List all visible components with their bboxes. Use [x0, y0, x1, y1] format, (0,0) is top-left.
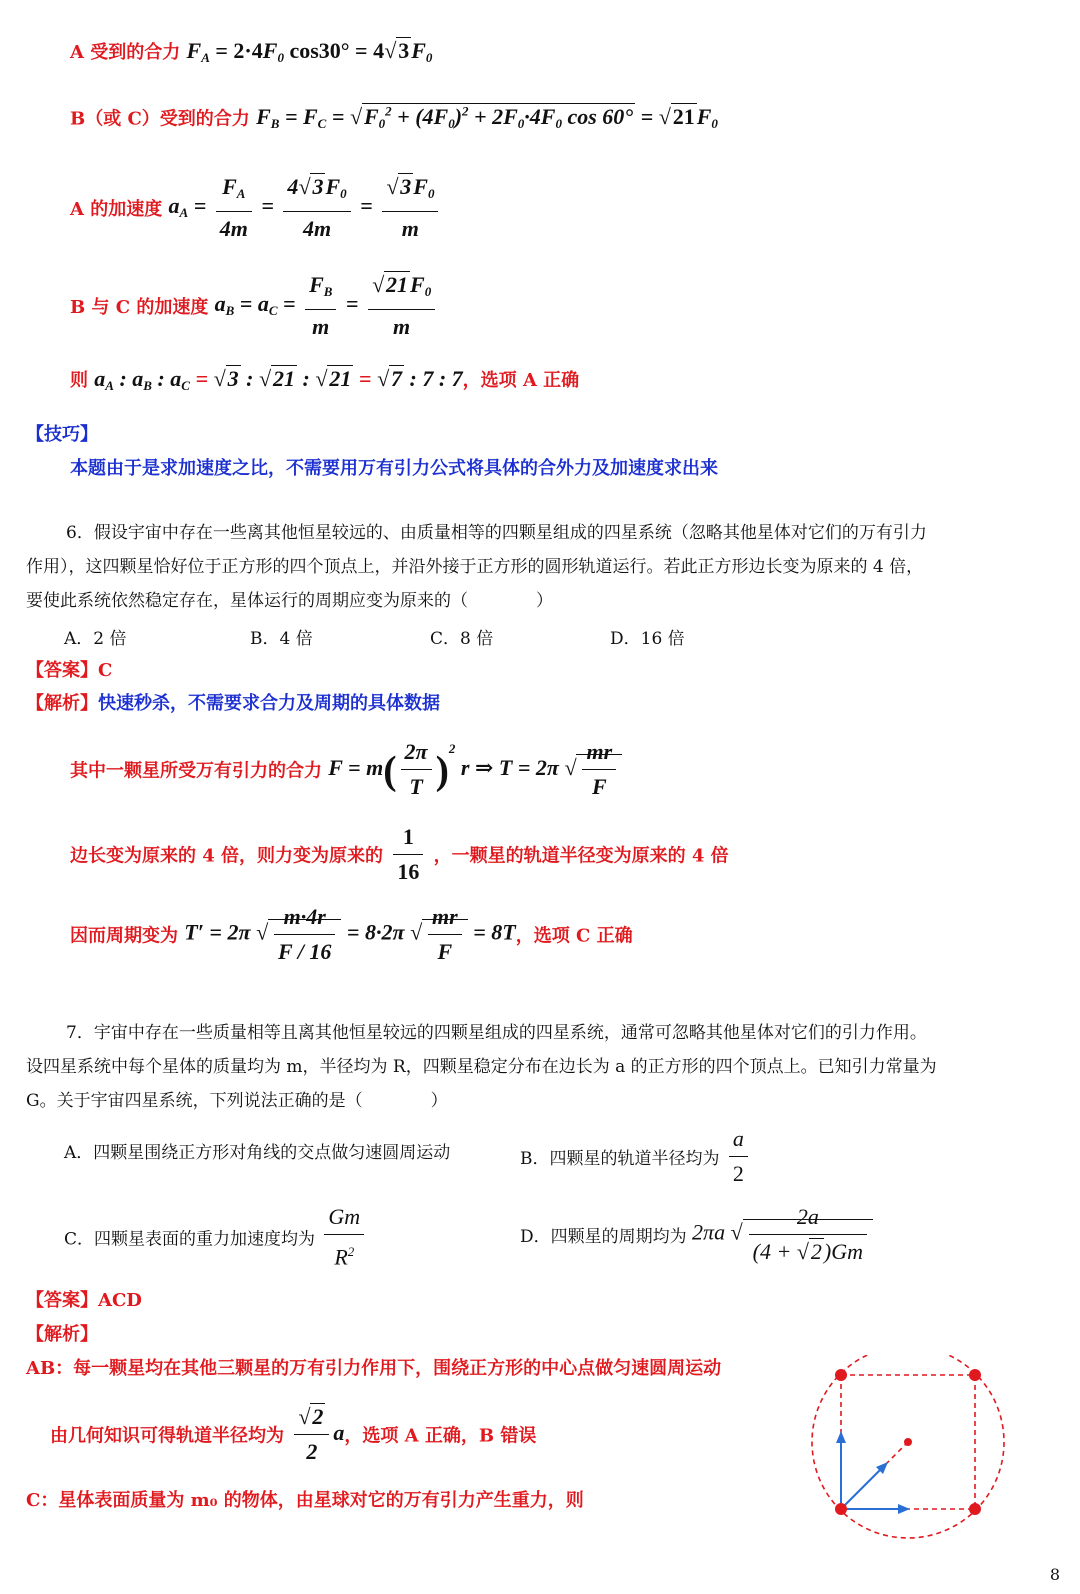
formula: F = m( $\frac{2\pi}{T}$ )$^2$ r ⇒ T = 2π √ $\frac{mr}{F}$ [328, 755, 622, 780]
answer-label: 【答案】 [26, 1290, 98, 1311]
q7-stem-1: 7．宇宙中存在一些质量相等且离其他恒星较远的四颗星组成的四星系统，通常可忽略其他星体对它们的引力作用。 [66, 1023, 927, 1043]
formula: $F_A = 2\cdot 4F_0$ $\cos 30^\circ = 4√3F_0$ [186, 38, 433, 65]
tip-title: 【技巧】 [26, 424, 98, 445]
q7-stem-2: 设四星系统中每个星体的质量均为 m，半径均为 R，四颗星稳定分布在边长为 a 的正方形的四个顶点上。已知引力常量为 [26, 1057, 937, 1077]
formula: $\frac{√2}{2}$ a [290, 1420, 344, 1445]
formula: $\frac{a}{2}$ [725, 1142, 752, 1167]
star-bottom-left [835, 1503, 847, 1515]
text-a: 边长变为原来的 4 倍，则力变为原来的 [70, 845, 384, 867]
q7-analysis-label: 【解析】 [26, 1324, 98, 1345]
q7-option-b [520, 1122, 752, 1191]
q6-stem-3: 要使此系统依然稳定存在，星体运行的周期应变为原来的（ ） [26, 591, 553, 611]
diag-vector [841, 1466, 884, 1509]
answer-label: 【答案】 [26, 660, 98, 681]
q7-ab-step [50, 1400, 536, 1469]
q7-option-c [64, 1200, 368, 1274]
label: A 受到的合力 [70, 42, 181, 63]
four-star-diagram [800, 1355, 1020, 1555]
q6-analysis [26, 689, 440, 715]
fraction: $\frac{1}{16}$ [389, 840, 427, 865]
line-a-accel [70, 170, 442, 246]
label: B．四颗星的轨道半径均为 [520, 1149, 720, 1169]
q6-option-c: C．8 倍 [430, 629, 494, 649]
line-bc-accel [70, 268, 439, 344]
q6-step-2 [70, 820, 729, 889]
line-a-force [70, 38, 432, 66]
label: B（或 C）受到的合力 [70, 108, 250, 130]
label: 其中一颗星所受万有引力的合力 [70, 760, 322, 782]
formula: T′ = 2π √ $\frac{m\cdot 4r}{F / 16}$ = 8·2π √ $\frac{mr}{F}$ = 8T [184, 919, 515, 945]
q6-step-1 [70, 735, 622, 804]
q7-stem-3: G。关于宇宙四星系统，下列说法正确的是（ ） [26, 1091, 448, 1111]
line-ratio [70, 366, 579, 394]
line-bc-force [70, 104, 718, 132]
page-number: 8 [1049, 1565, 1060, 1584]
formula: $\frac{Gm}{R^2}$ [320, 1222, 368, 1247]
text-b: ，一颗星的轨道半径变为原来的 4 倍 [433, 845, 729, 867]
tip-text: 本题由于是求加速度之比，不需要用万有引力公式将具体的合外力及加速度求出来 [70, 458, 718, 479]
label: 因而周期变为 [70, 925, 178, 947]
q6-option-d: D．16 倍 [610, 629, 685, 649]
q6-stem-1: 6．假设宇宙中存在一些离其他恒星较远的、由质量相等的四颗星组成的四星系统（忽略其他星体对它们的万有引力 [66, 523, 927, 543]
formula: $a_A$ : $a_B$ : $a_C = √3$ : √21 : √21 = √7 : 7 : 7 [94, 366, 463, 393]
star-top-left [835, 1369, 847, 1381]
answer-value: ACD [98, 1290, 142, 1311]
label: A 的加速度 [70, 199, 163, 220]
q6-answer [26, 656, 112, 682]
q7-option-d [520, 1200, 873, 1269]
formula: $a_A$ = $\frac{F_A}{4m}$ = $\frac{4√3F_0}{4m}$ = $\frac{√3F_0}{m}$ [169, 193, 443, 218]
label: B 与 C 的加速度 [70, 297, 209, 318]
formula: 2πa √ $\frac{2a}{(4 + √2)Gm}$ [692, 1219, 873, 1245]
q6-option-a: A．2 倍 [64, 629, 127, 649]
q6-step-3 [70, 900, 633, 969]
q7-ab-text: AB：每一颗星均在其他三颗星的万有引力作用下，围绕正方形的中心点做匀速圆周运动 [26, 1358, 722, 1379]
text-b: ，选项 A 正确，B 错误 [344, 1425, 537, 1447]
suffix: ，选项 C 正确 [515, 925, 633, 947]
suffix: ，选项 A 正确 [462, 370, 580, 391]
right-arrowhead [898, 1504, 910, 1514]
label: C．四颗星表面的重力加速度均为 [64, 1229, 316, 1250]
q7-answer [26, 1286, 142, 1312]
analysis-label: 【解析】 [26, 693, 98, 714]
text-a: 由几何知识可得轨道半径均为 [50, 1425, 284, 1447]
q7-option-a: A．四颗星围绕正方形对角线的交点做匀速圆周运动 [64, 1143, 451, 1163]
formula: $a_B = a_C$ = $\frac{F_B}{m}$ = $\frac{√21F_0}{m}$ [215, 291, 440, 316]
label: D．四颗星的周期均为 [520, 1227, 687, 1247]
up-arrowhead [836, 1431, 846, 1443]
center-point [904, 1438, 912, 1446]
star-top-right [969, 1369, 981, 1381]
star-bottom-right [969, 1503, 981, 1515]
prefix: 则 [70, 370, 88, 391]
formula: $F_B = F_C = √F_0^2 + (4F_0)^2 + 2F_0\cdot 4F_0$ $\cos 60^\circ = √21F_0$ [256, 104, 718, 132]
q7-c-text: C：星体表面质量为 m₀ 的物体，由星球对它的万有引力产生重力，则 [26, 1490, 584, 1511]
analysis-text: 快速秒杀，不需要求合力及周期的具体数据 [98, 693, 440, 714]
q6-option-b: B．4 倍 [250, 629, 313, 649]
answer-value: C [98, 660, 113, 681]
q6-stem-2: 作用），这四颗星恰好位于正方形的四个顶点上，并沿外接于正方形的圆形轨道运行。若此正方形边长变为原来的 4 倍， [26, 557, 924, 577]
